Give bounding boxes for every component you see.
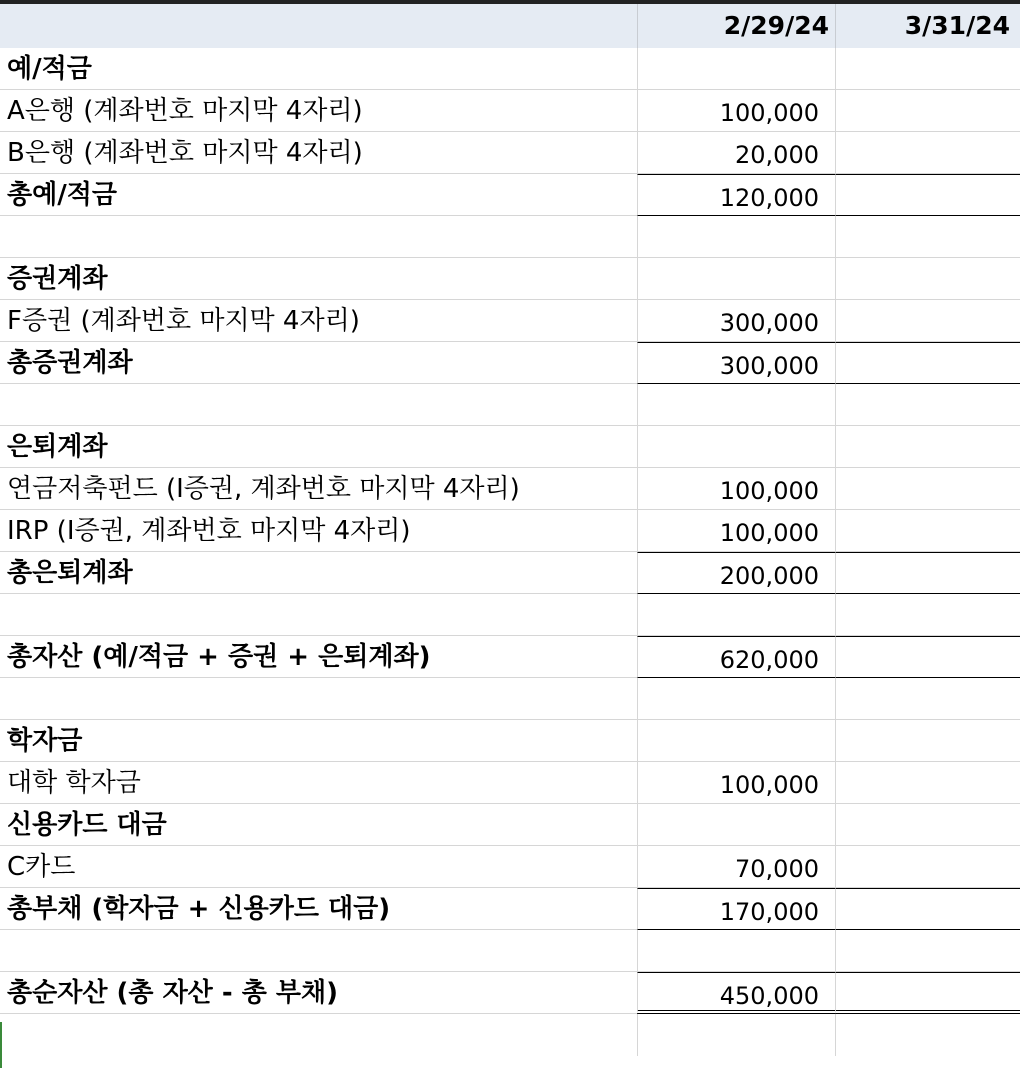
value-cell-date-2[interactable] — [835, 720, 1020, 762]
value-cell-date-1[interactable]: 200,000 — [637, 552, 835, 594]
section-securities-header — [0, 258, 1020, 300]
value-cell-date-2[interactable] — [835, 216, 1020, 258]
value-cell-date-1[interactable] — [637, 1014, 835, 1056]
table-row — [0, 468, 1020, 510]
value-cell-date-1[interactable]: 300,000 — [637, 342, 835, 384]
value-cell-date-1[interactable]: 450,000 — [637, 972, 835, 1014]
value-cell-date-2[interactable] — [835, 846, 1020, 888]
label-cell[interactable]: F증권 (계좌번호 마지막 4자리) — [0, 300, 637, 342]
value-cell-date-1[interactable]: 100,000 — [637, 90, 835, 132]
value-cell-date-2[interactable] — [835, 552, 1020, 594]
value-cell-date-2[interactable] — [835, 930, 1020, 972]
value-cell-date-2[interactable] — [835, 174, 1020, 216]
value-cell-date-1[interactable] — [637, 720, 835, 762]
value-cell-date-2[interactable] — [835, 468, 1020, 510]
total-row-retirement — [0, 552, 1020, 594]
value-cell-date-2[interactable] — [835, 48, 1020, 90]
label-cell[interactable]: IRP (I증권, 계좌번호 마지막 4자리) — [0, 510, 637, 552]
label-cell[interactable] — [0, 1014, 637, 1056]
value-cell-date-2[interactable] — [835, 678, 1020, 720]
label-cell[interactable] — [0, 384, 637, 426]
value-cell-date-2[interactable] — [835, 90, 1020, 132]
empty-row — [0, 384, 1020, 426]
value-cell-date-2[interactable] — [835, 510, 1020, 552]
value-cell-date-1[interactable] — [637, 804, 835, 846]
section-credit-card-header — [0, 804, 1020, 846]
label-cell[interactable] — [0, 930, 637, 972]
value-cell-date-1[interactable]: 100,000 — [637, 510, 835, 552]
label-cell[interactable]: 연금저축펀드 (I증권, 계좌번호 마지막 4자리) — [0, 468, 637, 510]
value-cell-date-1[interactable]: 100,000 — [637, 468, 835, 510]
value-cell-date-1[interactable] — [637, 678, 835, 720]
total-row-net-worth — [0, 972, 1020, 1014]
value-cell-date-1[interactable] — [637, 930, 835, 972]
header-row — [0, 4, 1020, 48]
table-row — [0, 762, 1020, 804]
total-row-liabilities — [0, 888, 1020, 930]
value-cell-date-1[interactable]: 20,000 — [637, 132, 835, 174]
empty-row — [0, 678, 1020, 720]
value-cell-date-2[interactable] — [835, 594, 1020, 636]
label-cell[interactable]: A은행 (계좌번호 마지막 4자리) — [0, 90, 637, 132]
empty-row — [0, 216, 1020, 258]
selection-edge — [0, 1022, 2, 1068]
label-cell[interactable]: B은행 (계좌번호 마지막 4자리) — [0, 132, 637, 174]
value-cell-date-1[interactable] — [637, 48, 835, 90]
value-cell-date-1[interactable]: 170,000 — [637, 888, 835, 930]
label-cell[interactable] — [0, 594, 637, 636]
value-cell-date-1[interactable] — [637, 258, 835, 300]
value-cell-date-1[interactable]: 100,000 — [637, 762, 835, 804]
section-savings-header — [0, 48, 1020, 90]
table-row — [0, 510, 1020, 552]
label-cell[interactable]: 총증권계좌 — [0, 342, 637, 384]
value-cell-date-1[interactable]: 120,000 — [637, 174, 835, 216]
value-cell-date-2[interactable] — [835, 636, 1020, 678]
label-cell[interactable]: 증권계좌 — [0, 258, 637, 300]
table-row — [0, 300, 1020, 342]
value-cell-date-1[interactable] — [637, 426, 835, 468]
empty-row — [0, 1014, 1020, 1056]
empty-row — [0, 930, 1020, 972]
table-row — [0, 132, 1020, 174]
label-cell[interactable]: C카드 — [0, 846, 637, 888]
header-cell-date-1[interactable]: 2/29/24 — [637, 4, 835, 48]
value-cell-date-2[interactable] — [835, 300, 1020, 342]
value-cell-date-2[interactable] — [835, 426, 1020, 468]
value-cell-date-2[interactable] — [835, 132, 1020, 174]
table-row — [0, 90, 1020, 132]
value-cell-date-2[interactable] — [835, 888, 1020, 930]
value-cell-date-2[interactable] — [835, 1014, 1020, 1056]
total-row-assets — [0, 636, 1020, 678]
section-student-loan-header — [0, 720, 1020, 762]
header-cell-label[interactable] — [0, 4, 637, 48]
value-cell-date-1[interactable] — [637, 216, 835, 258]
value-cell-date-2[interactable] — [835, 258, 1020, 300]
value-cell-date-1[interactable]: 300,000 — [637, 300, 835, 342]
value-cell-date-1[interactable] — [637, 384, 835, 426]
value-cell-date-1[interactable]: 620,000 — [637, 636, 835, 678]
value-cell-date-2[interactable] — [835, 762, 1020, 804]
label-cell[interactable]: 총예/적금 — [0, 174, 637, 216]
value-cell-date-2[interactable] — [835, 342, 1020, 384]
label-cell[interactable]: 예/적금 — [0, 48, 637, 90]
empty-row — [0, 594, 1020, 636]
section-retirement-header — [0, 426, 1020, 468]
label-cell[interactable]: 학자금 — [0, 720, 637, 762]
total-row-savings — [0, 174, 1020, 216]
label-cell[interactable]: 신용카드 대금 — [0, 804, 637, 846]
label-cell[interactable]: 총순자산 (총 자산 - 총 부채) — [0, 972, 637, 1014]
label-cell[interactable]: 은퇴계좌 — [0, 426, 637, 468]
value-cell-date-1[interactable] — [637, 594, 835, 636]
label-cell[interactable] — [0, 678, 637, 720]
label-cell[interactable]: 총부채 (학자금 + 신용카드 대금) — [0, 888, 637, 930]
value-cell-date-2[interactable] — [835, 384, 1020, 426]
total-row-securities — [0, 342, 1020, 384]
label-cell[interactable] — [0, 216, 637, 258]
label-cell[interactable]: 대학 학자금 — [0, 762, 637, 804]
label-cell[interactable]: 총자산 (예/적금 + 증권 + 은퇴계좌) — [0, 636, 637, 678]
value-cell-date-1[interactable]: 70,000 — [637, 846, 835, 888]
value-cell-date-2[interactable] — [835, 804, 1020, 846]
label-cell[interactable]: 총은퇴계좌 — [0, 552, 637, 594]
header-cell-date-2[interactable]: 3/31/24 — [835, 4, 1020, 48]
table-row — [0, 846, 1020, 888]
value-cell-date-2[interactable] — [835, 972, 1020, 1014]
